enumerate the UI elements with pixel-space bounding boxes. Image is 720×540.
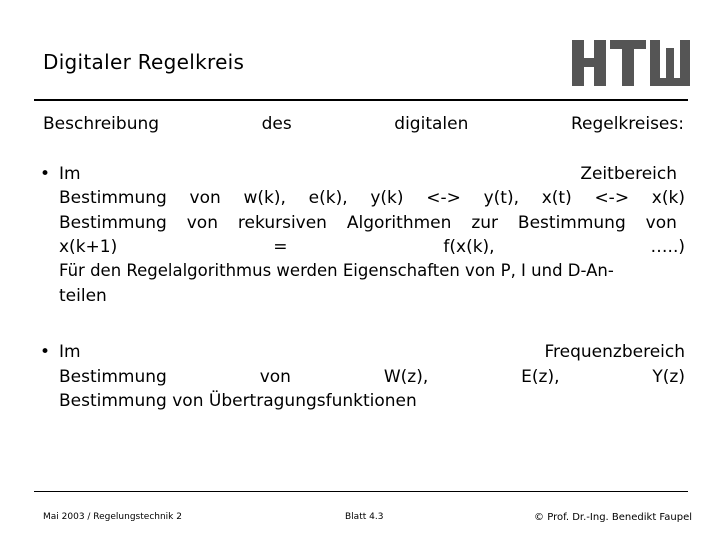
heading-word: digitalen (394, 114, 469, 134)
section1-line1 (59, 164, 677, 184)
text-word: Bestimmung (59, 367, 167, 387)
heading-word: Regelkreises: (570, 114, 684, 134)
header-divider (34, 99, 688, 101)
section2-line1 (59, 342, 685, 362)
text-word: x(k+1) (59, 237, 118, 257)
section1-line6: teilen (59, 286, 107, 306)
heading-word: des (261, 114, 292, 134)
text-word: Algorithmen (346, 213, 452, 233)
text-word: Bestimmung (59, 213, 167, 233)
text-word: rekursiven (237, 213, 327, 233)
description-heading (43, 114, 684, 134)
text-word: Im (59, 164, 81, 184)
text-word: Frequenzbereich (544, 342, 685, 362)
heading-word: Beschreibung (43, 114, 160, 134)
bullet-marker: • (40, 164, 51, 184)
section1-line3 (59, 213, 677, 233)
text-word: y(k) (370, 188, 404, 208)
footer-center: Blatt 4.3 (345, 512, 384, 522)
text-word: von (259, 367, 291, 387)
text-word: von (645, 213, 677, 233)
text-word: W(z), (383, 367, 429, 387)
text-word: f(x(k), (443, 237, 495, 257)
text-word: E(z), (521, 367, 560, 387)
text-word: x(t) (541, 188, 572, 208)
bullet-marker: • (40, 342, 51, 362)
text-word: <-> (594, 188, 630, 208)
text-word: Zeitbereich (580, 164, 677, 184)
text-word: = (273, 237, 288, 257)
section2-line2 (59, 367, 685, 387)
htw-logo (572, 40, 692, 86)
text-word: zur (471, 213, 498, 233)
text-word: …..) (650, 237, 685, 257)
text-word: w(k), (243, 188, 286, 208)
text-word: Bestimmung (517, 213, 626, 233)
text-word: y(t), (483, 188, 519, 208)
text-word: Im (59, 342, 81, 362)
footer-divider (34, 491, 688, 492)
text-word: Bestimmung (59, 188, 167, 208)
text-word: <-> (426, 188, 461, 208)
section1-line2 (59, 188, 685, 208)
footer-left: Mai 2003 / Regelungstechnik 2 (43, 512, 182, 522)
page-title: Digitaler Regelkreis (43, 50, 245, 74)
section1-line4 (59, 237, 685, 257)
text-word: x(k) (651, 188, 685, 208)
text-word: e(k), (308, 188, 348, 208)
text-word: Y(z) (652, 367, 685, 387)
text-word: von (186, 213, 218, 233)
footer-right: © Prof. Dr.-Ing. Benedikt Faupel (534, 512, 692, 523)
section1-line5: Für den Regelalgorithmus werden Eigenschaften von P, I und D-An- (59, 261, 614, 280)
text-word: von (189, 188, 221, 208)
section2-line3: Bestimmung von Übertragungsfunktionen (59, 391, 417, 411)
